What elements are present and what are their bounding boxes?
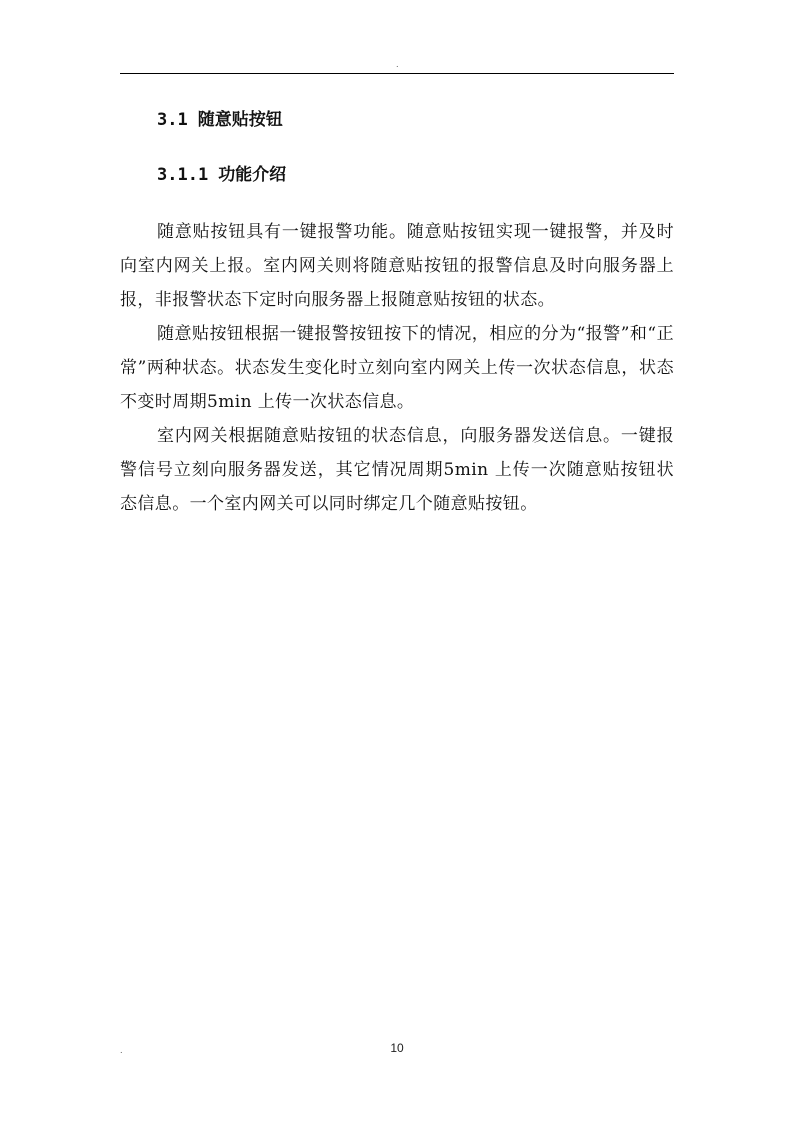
paragraph-1: 随意贴按钮具有一键报警功能。随意贴按钮实现一键报警，并及时向室内网关上报。室内网关则将随意贴按钮的报警信息及时向服务器上报，非报警状态下定时向服务器上报随意贴按钮的状态。: [120, 222, 674, 310]
subsection-number: 3.1.1: [157, 165, 209, 185]
section-title: 随意贴按钮: [197, 110, 283, 130]
body-text: [120, 215, 674, 521]
footer-dot: .: [120, 1046, 123, 1055]
paragraph-2: 随意贴按钮根据一键报警按钮按下的情况，相应的分为“报警”和“正常”两种状态。状态发生变化时立刻向室内网关上传一次状态信息，状态不变时周期5min 上传一次状态信息。: [120, 324, 674, 412]
section-number: 3.1: [157, 110, 188, 130]
subsection-heading: [157, 164, 286, 186]
page-number: 10: [390, 1041, 404, 1055]
paragraph-3: 室内网关根据随意贴按钮的状态信息，向服务器发送信息。一键报警信号立刻向服务器发送，其它情况周期5min 上传一次随意贴按钮状态信息。一个室内网关可以同时绑定几个随意贴按钮。: [120, 426, 674, 514]
section-heading: [157, 109, 283, 131]
subsection-title: 功能介绍: [218, 165, 287, 185]
header-rule: [120, 73, 674, 74]
header-dot: .: [396, 60, 399, 69]
